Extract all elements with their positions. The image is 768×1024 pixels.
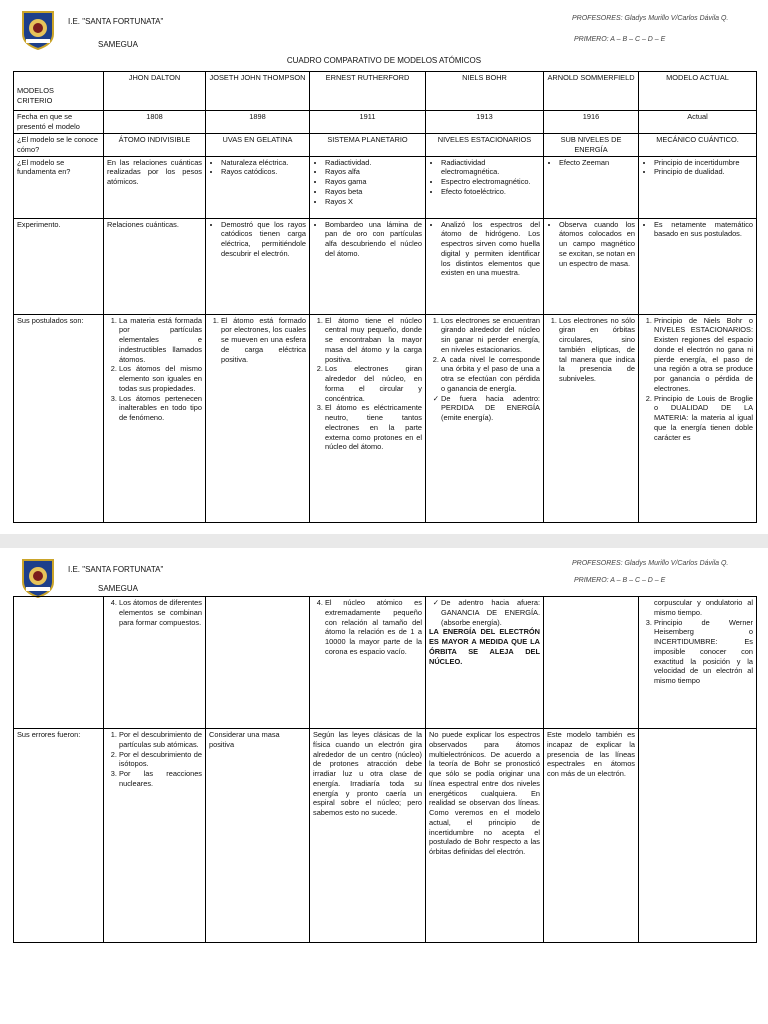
school-city: SAMEGUA: [98, 584, 139, 593]
cell-post-rutherford: [310, 314, 426, 522]
cell-post-actual: [639, 314, 757, 522]
list-item: • Observa cuando los átomos colocados en un campo magnético se excitan, se notan en un espectro de masa.: [559, 220, 635, 269]
corner-header: MODELOS CRITERIO: [14, 72, 104, 111]
comparison-table: [13, 71, 757, 523]
cell-post-actual-cont: [639, 597, 757, 729]
cell-post-thompson-cont: [206, 597, 310, 729]
row-label-postulates: Sus postulados son:: [14, 314, 104, 522]
list-item: 1. La materia está formada por partículas elementales e indestructibles llamados átomos.: [119, 316, 202, 365]
school-crest-logo: [20, 10, 56, 50]
cell-post-rutherford-cont: [310, 597, 426, 729]
cell-err-bohr: No puede explicar los espectros observados para átomos multielectrónicos. De acuerdo a la teoría de Bohr se pronosticó que sólo se podía originar una línea espectral entre dos niveles energéticos cualquiera. En realidad se observan dos líneas. Como veremos en el modelo actual, el principio de incertidumbre no acepta el postulado de Bohr respecto a las órbitas definidas del electrón.: [426, 729, 544, 943]
list-item: ✓ De adentro hacia afuera: GANANCIA DE ENERGÍA. (absorbe energía).: [441, 598, 540, 627]
table-row-postulates-continued: [14, 597, 757, 729]
cell-basis-actual: [639, 156, 757, 218]
list-basis-rutherford: [313, 158, 422, 207]
cell-err-sommerfield: Este modelo también es incapaz de explicar la presencia de las líneas espectrales en átomos con más de un electrón.: [544, 729, 639, 943]
header-thompson: JOSETH JOHN THOMPSON: [206, 72, 310, 111]
cell-date-actual: Actual: [639, 111, 757, 134]
list-item: 2. Principio de Louis de Broglie o DUALIDAD DE LA MATERIA: la materia al igual que la energía tienen doble carácter es: [654, 394, 753, 443]
list-basis-sommerfield: [547, 158, 635, 168]
cell-known-bohr: NIVELES ESTACIONARIOS: [426, 134, 544, 157]
list-item: 1. Los electrones se encuentran girando alrededor del núcleo sin ganar ni perder energía, en niveles estacionarios.: [441, 316, 540, 355]
table-row-date: [14, 111, 757, 134]
list-item: ✓ De fuera hacia adentro: PERDIDA DE ENERGÍA (emite energía).: [441, 394, 540, 423]
cell-post-bohr-cont: [426, 597, 544, 729]
cell-date-dalton: 1808: [104, 111, 206, 134]
cell-post-thompson: [206, 314, 310, 522]
list-item: • Analizó los espectros del átomo de hidrógeno. Los espectros sirven como huella digital y permiten identificar los distintos elementos que existen en una muestra.: [441, 220, 540, 279]
cell-exp-dalton: Relaciones cuánticas.: [104, 218, 206, 314]
cell-known-sommerfield: SUB NIVELES DE ENERGÍA: [544, 134, 639, 157]
list-item: • Rayos gama: [325, 177, 422, 187]
list-item: • Efecto fotoeléctrico.: [441, 187, 540, 197]
list-basis-thompson: [209, 158, 306, 178]
list-item: 1. Por el descubrimiento de partículas sub atómicas.: [119, 730, 202, 750]
cell-date-rutherford: 1911: [310, 111, 426, 134]
cell-post-sommerfield-cont: [544, 597, 639, 729]
cell-known-dalton: ÁTOMO INDIVISIBLE: [104, 134, 206, 157]
cell-known-thompson: UVAS EN GELATINA: [206, 134, 310, 157]
list-item: 2. A cada nivel le corresponde una órbita y el paso de una a otra se efectúan con pérdida o ganancia de energía.: [441, 355, 540, 394]
list-item: 2. Por el descubrimiento de isótopos.: [119, 750, 202, 770]
header-bohr: NIELS BOHR: [426, 72, 544, 111]
list-item: 3. Principio de Werner Heisemberg o INCERTIDUMBRE: Es imposible conocer con exactitud la posición y la velocidad de un electrón al mismo tiempo: [654, 618, 753, 686]
table-header-row: [14, 72, 757, 111]
list-item: 1. Principio de Niels Bohr o NIVELES ESTACIONARIOS: Existen regiones del espacio donde el electrón no gana ni pierde energía, el paso de una región a otra se produce por ganancia o pérdida de electrones.: [654, 316, 753, 394]
list-item: 3. El átomo es eléctricamente neutro, tiene tantos electrones en la parte externa como protones en el núcleo del átomo.: [325, 403, 422, 452]
document-title: CUADRO COMPARATIVO DE MODELOS ATÓMICOS: [286, 56, 482, 65]
list-item: • Rayos beta: [325, 187, 422, 197]
row-label-known: ¿El modelo se le conoce cómo?: [14, 134, 104, 157]
row-label-date: Fecha en que se presentó el modelo: [14, 111, 104, 134]
cell-post-dalton-cont: [104, 597, 206, 729]
cell-basis-thompson: [206, 156, 310, 218]
cell-post-bohr: [426, 314, 544, 522]
cell-basis-dalton: En las relaciones cuánticas realizadas por los pesos atómicos.: [104, 156, 206, 218]
cell-exp-thompson: [206, 218, 310, 314]
list-item: • Rayos alfa: [325, 167, 422, 177]
list-basis-bohr: [429, 158, 540, 197]
cell-basis-rutherford: [310, 156, 426, 218]
list-item: • Naturaleza eléctrica.: [221, 158, 306, 168]
grade-label: PRIMERO: A – B – C – D – E: [574, 577, 666, 584]
cell-basis-bohr: [426, 156, 544, 218]
actual-dualidad-continued: corpuscular y ondulatorio al mismo tiempo.: [654, 598, 753, 617]
cell-exp-sommerfield: [544, 218, 639, 314]
cell-err-actual: [639, 729, 757, 943]
list-item: 2. Los átomos del mismo elemento son iguales en todas sus propiedades.: [119, 364, 202, 393]
list-item: 3. Por las reacciones nucleares.: [119, 769, 202, 789]
cell-known-rutherford: SISTEMA PLANETARIO: [310, 134, 426, 157]
list-item: 3. Los átomos pertenecen inalterables en todo tipo de fenómeno.: [119, 394, 202, 423]
cell-basis-sommerfield: [544, 156, 639, 218]
teachers-label: PROFESORES: Gladys Murillo V/Carlos Dávila Q.: [572, 15, 729, 22]
row-label-experiment: Experimento.: [14, 218, 104, 314]
list-basis-actual: [642, 158, 753, 178]
school-name: I.E. "SANTA FORTUNATA": [68, 565, 164, 574]
list-item: • Demostró que los rayos catódicos tienen carga eléctrica, permitiéndole descubrir el electrón.: [221, 220, 306, 259]
cell-err-thompson: Considerar una masa positiva: [206, 729, 310, 943]
list-item: • Bombardeo una lámina de pan de oro con partículas alfa descubriendo el núcleo del átomo.: [325, 220, 422, 259]
cell-exp-bohr: [426, 218, 544, 314]
list-item: 2. Los electrones giran alrededor del núcleo, en forma el circular y concéntrica.: [325, 364, 422, 403]
cell-date-thompson: 1898: [206, 111, 310, 134]
table-row-known: [14, 134, 757, 157]
cell-err-rutherford: Según las leyes clásicas de la física cuando un electrón gira alrededor de un centro (núcleo) de protones atracción debe irradiar luz u otra clase de energía. Irradiaría toda su energía y pronto caería un espiral sobre el núcleo; pero sabemos esto no sucede.: [310, 729, 426, 943]
table-row-postulates: [14, 314, 757, 522]
list-item: • Rayos catódicos.: [221, 167, 306, 177]
list-item: 4. Los átomos de diferentes elementos se combinan para formar compuestos.: [119, 598, 202, 627]
row-label-basis: ¿El modelo se fundamenta en?: [14, 156, 104, 218]
list-item: 1. Los electrones no sólo giran en órbitas circulares, sino también elípticas, de tal manera que indica la presencia de subniveles.: [559, 316, 635, 384]
row-label-errors: Sus errores fueron:: [14, 729, 104, 943]
row-label-empty: [14, 597, 104, 729]
list-item: • Rayos X: [325, 197, 422, 207]
list-item: • Efecto Zeeman: [559, 158, 635, 168]
list-item: • Espectro electromagnético.: [441, 177, 540, 187]
page-2: [0, 548, 768, 1024]
list-item: 1. El átomo tiene el núcleo central muy pequeño, donde se encontraban la mayor masa del átomo y la carga positiva.: [325, 316, 422, 365]
header-actual: MODELO ACTUAL: [639, 72, 757, 111]
list-item: 4. El núcleo atómico es extremadamente pequeño con relación al tamaño del átomo la relación es de 1 a 10000 la mayor parte de la corona es espacio vacío.: [325, 598, 422, 657]
teachers-label: PROFESORES: Gladys Murillo V/Carlos Dávila Q.: [572, 560, 729, 567]
list-item: • Principio de incertidumbre: [654, 158, 753, 168]
list-item: • Radiactividad electromagnética.: [441, 158, 540, 178]
cell-known-actual: MECÁNICO CUÁNTICO.: [639, 134, 757, 157]
cell-date-sommerfield: 1916: [544, 111, 639, 134]
grade-label: PRIMERO: A – B – C – D – E: [574, 36, 666, 43]
cell-exp-rutherford: [310, 218, 426, 314]
list-item: • Principio de dualidad.: [654, 167, 753, 177]
cell-err-dalton: [104, 729, 206, 943]
table-row-experiment: [14, 218, 757, 314]
cell-date-bohr: 1913: [426, 111, 544, 134]
school-crest-logo: [20, 558, 56, 598]
table-row-basis: [14, 156, 757, 218]
header-dalton: JHON DALTON: [104, 72, 206, 111]
bohr-energy-note: LA ENERGÍA DEL ELECTRÓN ES MAYOR A MEDIDA QUE LA ÓRBITA SE ALEJA DEL NÚCLEO.: [429, 627, 540, 666]
table-row-errors: [14, 729, 757, 943]
school-city: SAMEGUA: [98, 40, 139, 49]
list-item: 1. El átomo está formado por electrones, los cuales se mueven en una esfera de carga eléctrica positiva.: [221, 316, 306, 365]
header-sommerfield: ARNOLD SOMMERFIELD: [544, 72, 639, 111]
cell-exp-actual: [639, 218, 757, 314]
header-rutherford: ERNEST RUTHERFORD: [310, 72, 426, 111]
comparison-table-continued: [13, 596, 757, 943]
cell-post-sommerfield: [544, 314, 639, 522]
list-item: • Radiactividad.: [325, 158, 422, 168]
list-item: • Es netamente matemático basado en sus postulados.: [654, 220, 753, 240]
cell-post-dalton: [104, 314, 206, 522]
school-name: I.E. "SANTA FORTUNATA": [68, 17, 164, 26]
